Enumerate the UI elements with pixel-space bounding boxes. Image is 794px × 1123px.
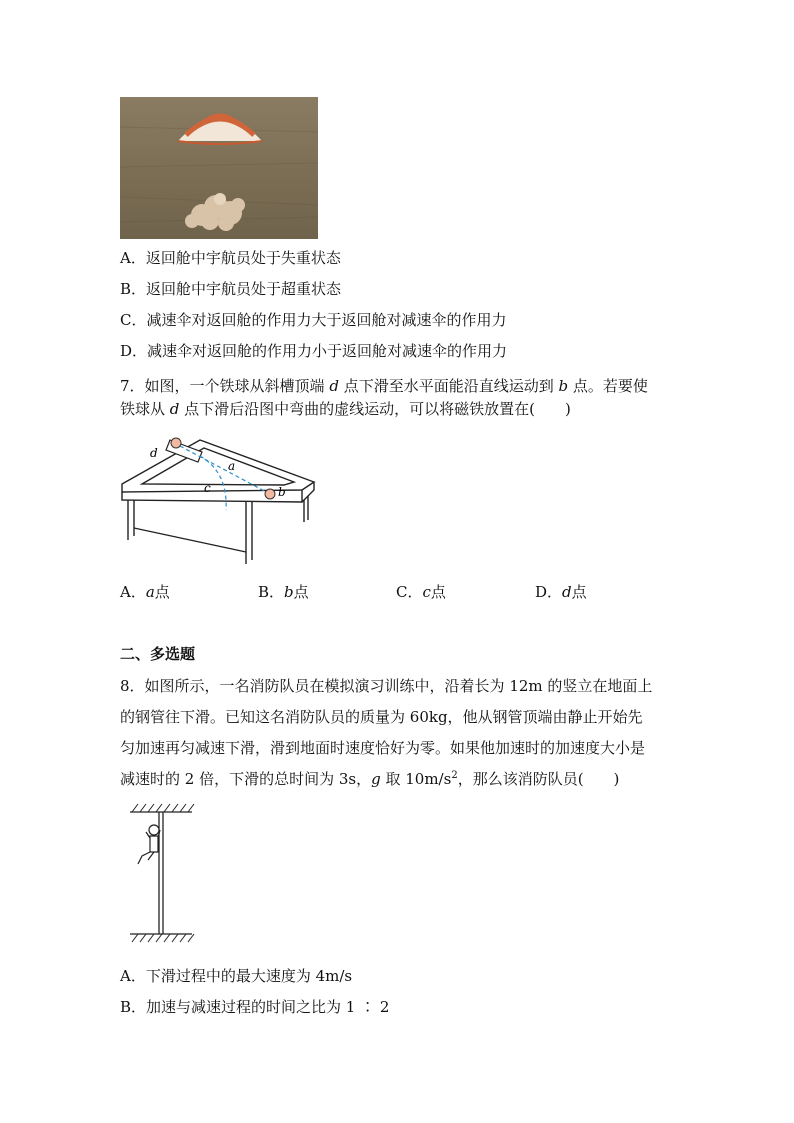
label-d: d [150, 446, 158, 460]
q8-stem-line2: 的钢管往下滑。已知这名消防队员的质量为 60kg，他从钢管顶端由静止开始先 [120, 708, 643, 726]
q8-stem-line1: 8．如图所示，一名消防队员在模拟演习训练中，沿着长为 12m 的竖立在地面上 [120, 677, 653, 695]
firefighter-icon [138, 825, 160, 864]
label-b: b [278, 485, 286, 499]
q8-stem-line4: 减速时的 2 倍，下滑的总时间为 3s，g 取 $10m/s^2$，那么该消防队员( ) [120, 770, 620, 788]
q7-option-a: A．a点 [120, 583, 170, 601]
q7-option-c: C．c点 [396, 583, 446, 601]
q8-firefighter-pole-figure [128, 802, 198, 946]
q8-stem-line3: 匀加速再匀减速下滑，滑到地面时速度恰好为零。如果他加速时的加速度大小是 [120, 739, 646, 757]
q7-table-figure [118, 432, 318, 566]
section-title: 二、多选题 [120, 645, 196, 663]
q8-option-a: A．下滑过程中的最大速度为 4m/s [120, 967, 353, 985]
q7-stem-line2: 铁球从 d 点下滑后沿图中弯曲的虚线运动，可以将磁铁放置在( ) [120, 400, 571, 418]
q7-option-b: B．b点 [258, 583, 309, 601]
q7-option-d: D．d点 [535, 583, 587, 601]
q6-option-c: C．减速伞对返回舱的作用力大于返回舱对减速伞的作用力 [120, 311, 507, 329]
q8-option-b: B．加速与减速过程的时间之比为 1 ∶ 2 [120, 998, 390, 1016]
label-a: a [228, 459, 236, 473]
q7-stem-line1: 7．如图，一个铁球从斜槽顶端 d 点下滑至水平面能沿直线运动到 b 点。若要使 [120, 377, 648, 395]
q6-option-b: B．返回舱中宇航员处于超重状态 [120, 280, 342, 298]
label-c: c [204, 481, 211, 495]
q6-option-a: A．返回舱中宇航员处于失重状态 [120, 249, 341, 267]
parachute-landing-photo [120, 97, 318, 239]
q6-option-d: D．减速伞对返回舱的作用力小于返回舱对减速伞的作用力 [120, 342, 508, 360]
